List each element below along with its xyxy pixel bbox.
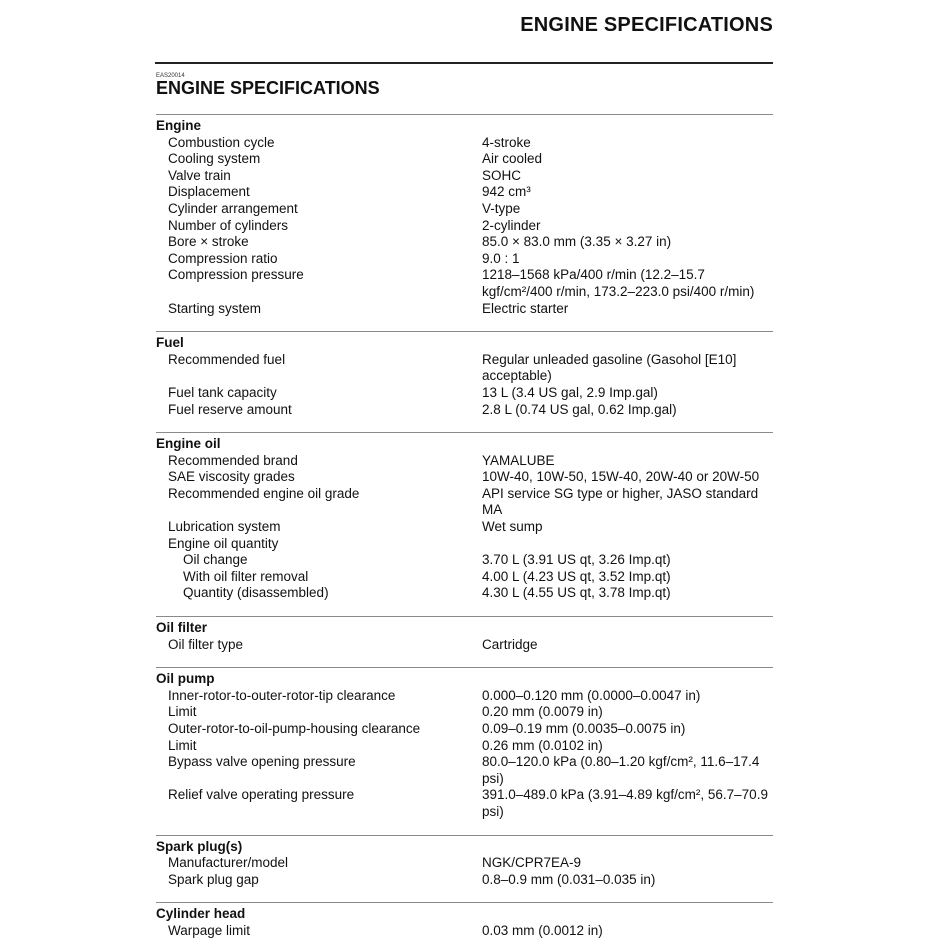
spec-label: Number of cylinders (168, 217, 289, 233)
spec-row (156, 267, 773, 284)
spec-row (156, 552, 773, 569)
section-heading: Spark plug(s) (156, 838, 243, 854)
spec-row (156, 251, 773, 268)
spec-label: Bore × stroke (168, 234, 249, 250)
spec-label: Engine oil quantity (168, 535, 279, 551)
spec-label: SAE viscosity grades (168, 469, 295, 485)
spec-value: 10W-40, 10W-50, 15W-40, 20W-40 or 20W-50 (482, 469, 760, 485)
spec-label: Oil filter type (168, 636, 244, 652)
spec-row (156, 804, 773, 821)
spec-label: Combustion cycle (168, 134, 275, 150)
spec-section (156, 667, 773, 834)
spec-value: 391.0–489.0 kPa (3.91–4.89 kgf/cm², 56.7–70.9 (482, 787, 768, 803)
spec-label: Recommended fuel (168, 351, 286, 367)
spec-value: Electric starter (482, 300, 569, 316)
spec-row (156, 368, 773, 385)
spec-row (156, 923, 773, 940)
running-header: ENGINE SPECIFICATIONS (520, 14, 773, 36)
spec-value: Air cooled (482, 151, 543, 167)
spec-section (156, 331, 773, 432)
spec-label: Compression pressure (168, 267, 304, 283)
spec-value: psi) (482, 803, 504, 819)
spec-row (156, 569, 773, 586)
spec-row (156, 402, 773, 419)
spec-label: Recommended engine oil grade (168, 485, 360, 501)
spec-value: 0.8–0.9 mm (0.031–0.035 in) (482, 871, 656, 887)
spec-label: Cooling system (168, 151, 261, 167)
spec-row (156, 301, 773, 318)
spec-row (156, 218, 773, 235)
page-title: ENGINE SPECIFICATIONS (156, 78, 380, 98)
section-heading: Fuel (156, 335, 184, 351)
spec-value: psi) (482, 770, 504, 786)
spec-value: 80.0–120.0 kPa (0.80–1.20 kgf/cm², 11.6–17.4 (482, 754, 760, 770)
spec-label (156, 771, 482, 788)
spec-value (482, 536, 773, 553)
spec-label: Limit (168, 737, 197, 753)
spec-value: 0.09–0.19 mm (0.0035–0.0075 in) (482, 721, 686, 736)
spec-label: Fuel tank capacity (168, 384, 277, 400)
spec-label: With oil filter removal (183, 568, 309, 584)
spec-value: Wet sump (482, 519, 543, 535)
section-heading: Oil pump (156, 671, 215, 687)
spec-label (156, 284, 482, 301)
spec-row (156, 704, 773, 721)
spec-label: Outer-rotor-to-oil-pump-housing clearance (168, 721, 421, 736)
spec-value: 1218–1568 kPa/400 r/min (12.2–15.7 (482, 267, 705, 283)
spec-row (156, 872, 773, 889)
spec-value: 2.8 L (0.74 US gal, 0.62 Imp.gal) (482, 401, 677, 417)
spec-label: Inner-rotor-to-outer-rotor-tip clearance (168, 687, 396, 703)
spec-section (156, 902, 773, 939)
spec-row (156, 754, 773, 771)
section-heading: Engine (156, 118, 202, 133)
spec-value: 9.0 : 1 (482, 250, 520, 266)
spec-value: YAMALUBE (482, 452, 555, 468)
spec-row (156, 151, 773, 168)
spec-value: 0.26 mm (0.0102 in) (482, 737, 603, 753)
section-code: EAS20014 (156, 73, 185, 79)
spec-row (156, 201, 773, 218)
spec-label: Limit (168, 704, 197, 720)
spec-label: Spark plug gap (168, 871, 259, 887)
spec-section (156, 835, 773, 903)
spec-row (156, 234, 773, 251)
spec-row (156, 284, 773, 301)
spec-label: Fuel reserve amount (168, 401, 292, 417)
spec-label: Cylinder arrangement (168, 200, 298, 216)
spec-row (156, 787, 773, 804)
spec-section (156, 114, 773, 331)
spec-value: 942 cm³ (482, 184, 531, 200)
spec-value: 4.00 L (4.23 US qt, 3.52 Imp.qt) (482, 568, 671, 584)
spec-row (156, 771, 773, 788)
spec-row (156, 738, 773, 755)
spec-value: 4.30 L (4.55 US qt, 3.78 Imp.qt) (482, 585, 671, 601)
spec-label: Starting system (168, 300, 262, 316)
spec-label (156, 368, 482, 385)
spec-value: SOHC (482, 167, 522, 183)
spec-row (156, 453, 773, 470)
spec-value: 0.20 mm (0.0079 in) (482, 704, 603, 720)
spec-row (156, 688, 773, 705)
spec-label: Quantity (disassembled) (183, 585, 329, 601)
spec-value: 0.000–0.120 mm (0.0000–0.0047 in) (482, 687, 701, 703)
spec-value: NGK/CPR7EA-9 (482, 855, 582, 871)
spec-row (156, 469, 773, 486)
header-rule (155, 62, 773, 64)
spec-row (156, 502, 773, 519)
spec-table (156, 114, 773, 940)
spec-section (156, 432, 773, 616)
spec-label: Warpage limit (168, 922, 251, 938)
spec-value: 13 L (3.4 US gal, 2.9 Imp.gal) (482, 384, 658, 400)
spec-value: 2-cylinder (482, 217, 541, 233)
spec-row (156, 184, 773, 201)
spec-row (156, 385, 773, 402)
spec-row (156, 637, 773, 654)
spec-row (156, 352, 773, 369)
spec-label: Recommended brand (168, 452, 298, 468)
section-heading: Engine oil (156, 436, 221, 452)
spec-row (156, 855, 773, 872)
spec-label: Bypass valve opening pressure (168, 754, 356, 770)
spec-row (156, 135, 773, 152)
spec-label (156, 804, 482, 821)
spec-row (156, 519, 773, 536)
spec-value: 3.70 L (3.91 US qt, 3.26 Imp.qt) (482, 552, 671, 568)
spec-label: Lubrication system (168, 519, 281, 535)
spec-value: acceptable) (482, 368, 552, 384)
spec-value: V-type (482, 200, 521, 216)
spec-label: Valve train (168, 167, 231, 183)
spec-value: Cartridge (482, 636, 538, 652)
spec-label: Relief valve operating pressure (168, 787, 355, 803)
spec-value: Regular unleaded gasoline (Gasohol [E10] (482, 351, 737, 367)
spec-label: Displacement (168, 184, 250, 200)
spec-value: 0.03 mm (0.0012 in) (482, 922, 603, 938)
spec-value: 4-stroke (482, 134, 531, 150)
spec-value: kgf/cm²/400 r/min, 173.2–223.0 psi/400 r/min) (482, 283, 755, 299)
spec-row (156, 168, 773, 185)
spec-value: MA (482, 502, 503, 518)
section-heading: Cylinder head (156, 906, 246, 922)
spec-section (156, 616, 773, 667)
section-heading: Oil filter (156, 620, 208, 636)
spec-row (156, 721, 773, 738)
spec-label: Compression ratio (168, 250, 278, 266)
spec-label: Manufacturer/model (168, 855, 289, 871)
spec-row (156, 486, 773, 503)
spec-value: 85.0 × 83.0 mm (3.35 × 3.27 in) (482, 234, 672, 250)
spec-label (156, 502, 482, 519)
spec-label: Oil change (183, 552, 248, 568)
spec-row (156, 536, 773, 553)
spec-value: API service SG type or higher, JASO standard (482, 485, 759, 501)
spec-row (156, 585, 773, 602)
